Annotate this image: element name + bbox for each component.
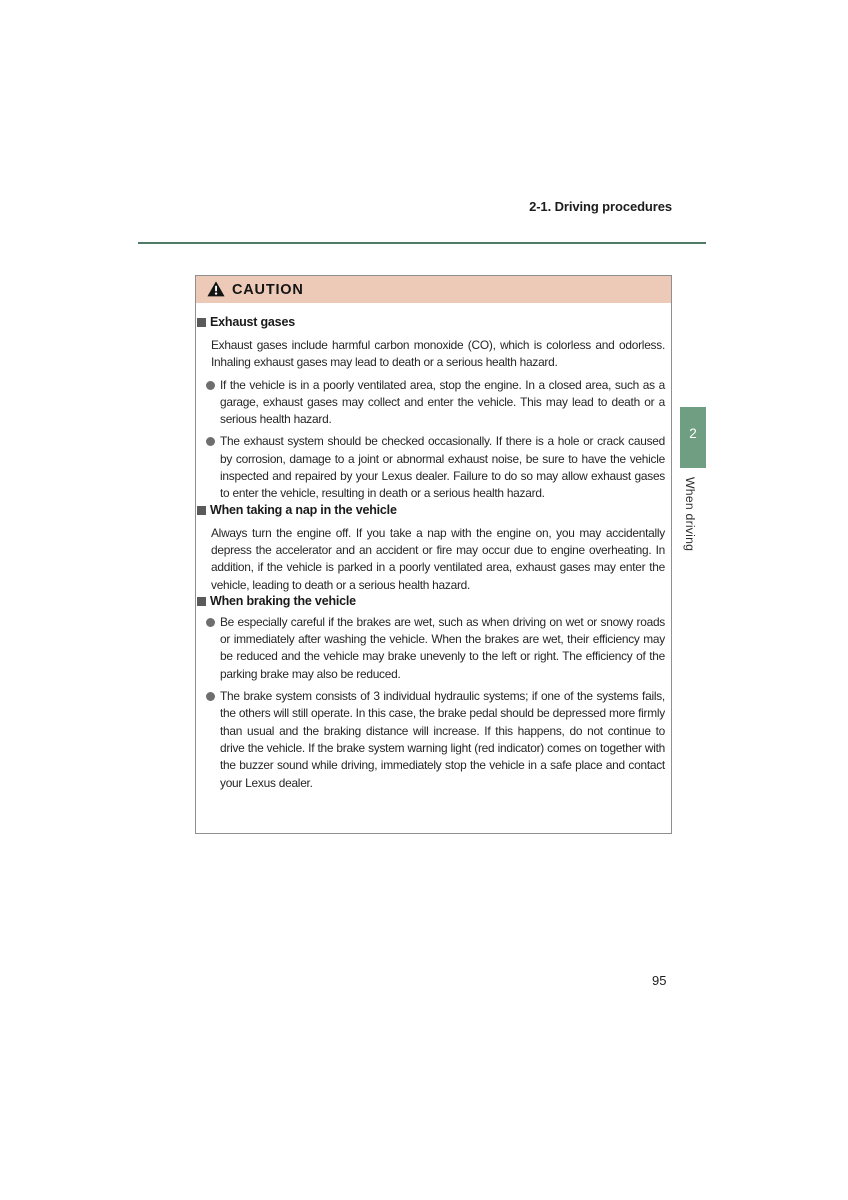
square-bullet-icon (197, 597, 206, 606)
caution-section (197, 315, 665, 503)
chapter-tab (680, 407, 706, 468)
bullet-item (206, 614, 665, 683)
square-bullet-icon (197, 318, 206, 327)
section-heading-label: When taking a nap in the vehicle (210, 502, 397, 517)
caution-section (197, 594, 665, 792)
circle-bullet-icon (206, 381, 215, 390)
caution-box (195, 275, 672, 834)
bullet-text: If the vehicle is in a poorly ventilated area, stop the engine. In a closed area, such as a garage, exhaust gases may collect and enter the vehicle. This may lead to death or a serious health hazard. (220, 377, 665, 427)
section-content (197, 337, 665, 503)
section-heading-label: Exhaust gases (210, 315, 295, 329)
section-heading-label: When braking the vehicle (210, 593, 356, 608)
header-divider-rule (138, 242, 706, 244)
section-content (197, 614, 665, 792)
caution-section (197, 503, 665, 594)
chapter-label: When driving (683, 477, 697, 552)
circle-bullet-icon (206, 618, 215, 627)
section-heading (197, 315, 665, 330)
caution-body (196, 303, 671, 802)
bullet-text: The exhaust system should be checked occasionally. If there is a hole or crack caused by corrosion, damage to a joint or abnormal exhaust noise, be sure to have the vehicle inspected and repaired by your Lexus dealer. Failure to do so may allow exhaust gases to enter the vehicle, resulting in death or a serious health hazard. (220, 434, 665, 501)
caution-title: CAUTION (232, 281, 304, 298)
bullet-text: The brake system consists of 3 individual hydraulic systems; if one of the systems fails, the others will still operate. In this case, the brake pedal should be depressed more firmly than usual and the braking distance will increase. If this happens, do not continue to drive the vehicle. If the brake system warning light (red indicator) comes on together with the buzzer sound while driving, immediately stop the vehicle in a safe place and contact your Lexus dealer. (220, 689, 665, 790)
circle-bullet-icon (206, 692, 215, 701)
caution-paragraph: Exhaust gases include harmful carbon monoxide (CO), which is colorless and odorless. Inhaling exhaust gases may lead to death or a serious health hazard. (211, 338, 665, 370)
chapter-number: 2 (689, 426, 697, 441)
section-heading (197, 594, 665, 609)
bullet-item (206, 433, 665, 502)
section-content (197, 525, 665, 594)
circle-bullet-icon (206, 437, 215, 446)
bullet-item (206, 688, 665, 792)
warning-triangle-icon (207, 281, 225, 297)
page-number: 95 (652, 973, 667, 988)
caution-paragraph: Always turn the engine off. If you take a nap with the engine on, you may accidentally depress the accelerator and an accident or fire may occur due to engine overheating. In addition, if the vehicle is parked in a poorly ventilated area, exhaust gases may enter the vehicle, leading to death or a serious health hazard. (211, 525, 665, 592)
caution-header (196, 276, 671, 303)
bullet-item (206, 377, 665, 429)
bullet-text: Be especially careful if the brakes are wet, such as when driving on wet or snowy roads or immediately after washing the vehicle. When the brakes are wet, their efficiency may be reduced and the vehicle may brake unevenly to the left or right. The efficiency of the parking brake may also be reduced. (220, 614, 665, 681)
section-heading (197, 503, 665, 518)
page-title: 2-1. Driving procedures (529, 199, 672, 214)
square-bullet-icon (197, 506, 206, 515)
